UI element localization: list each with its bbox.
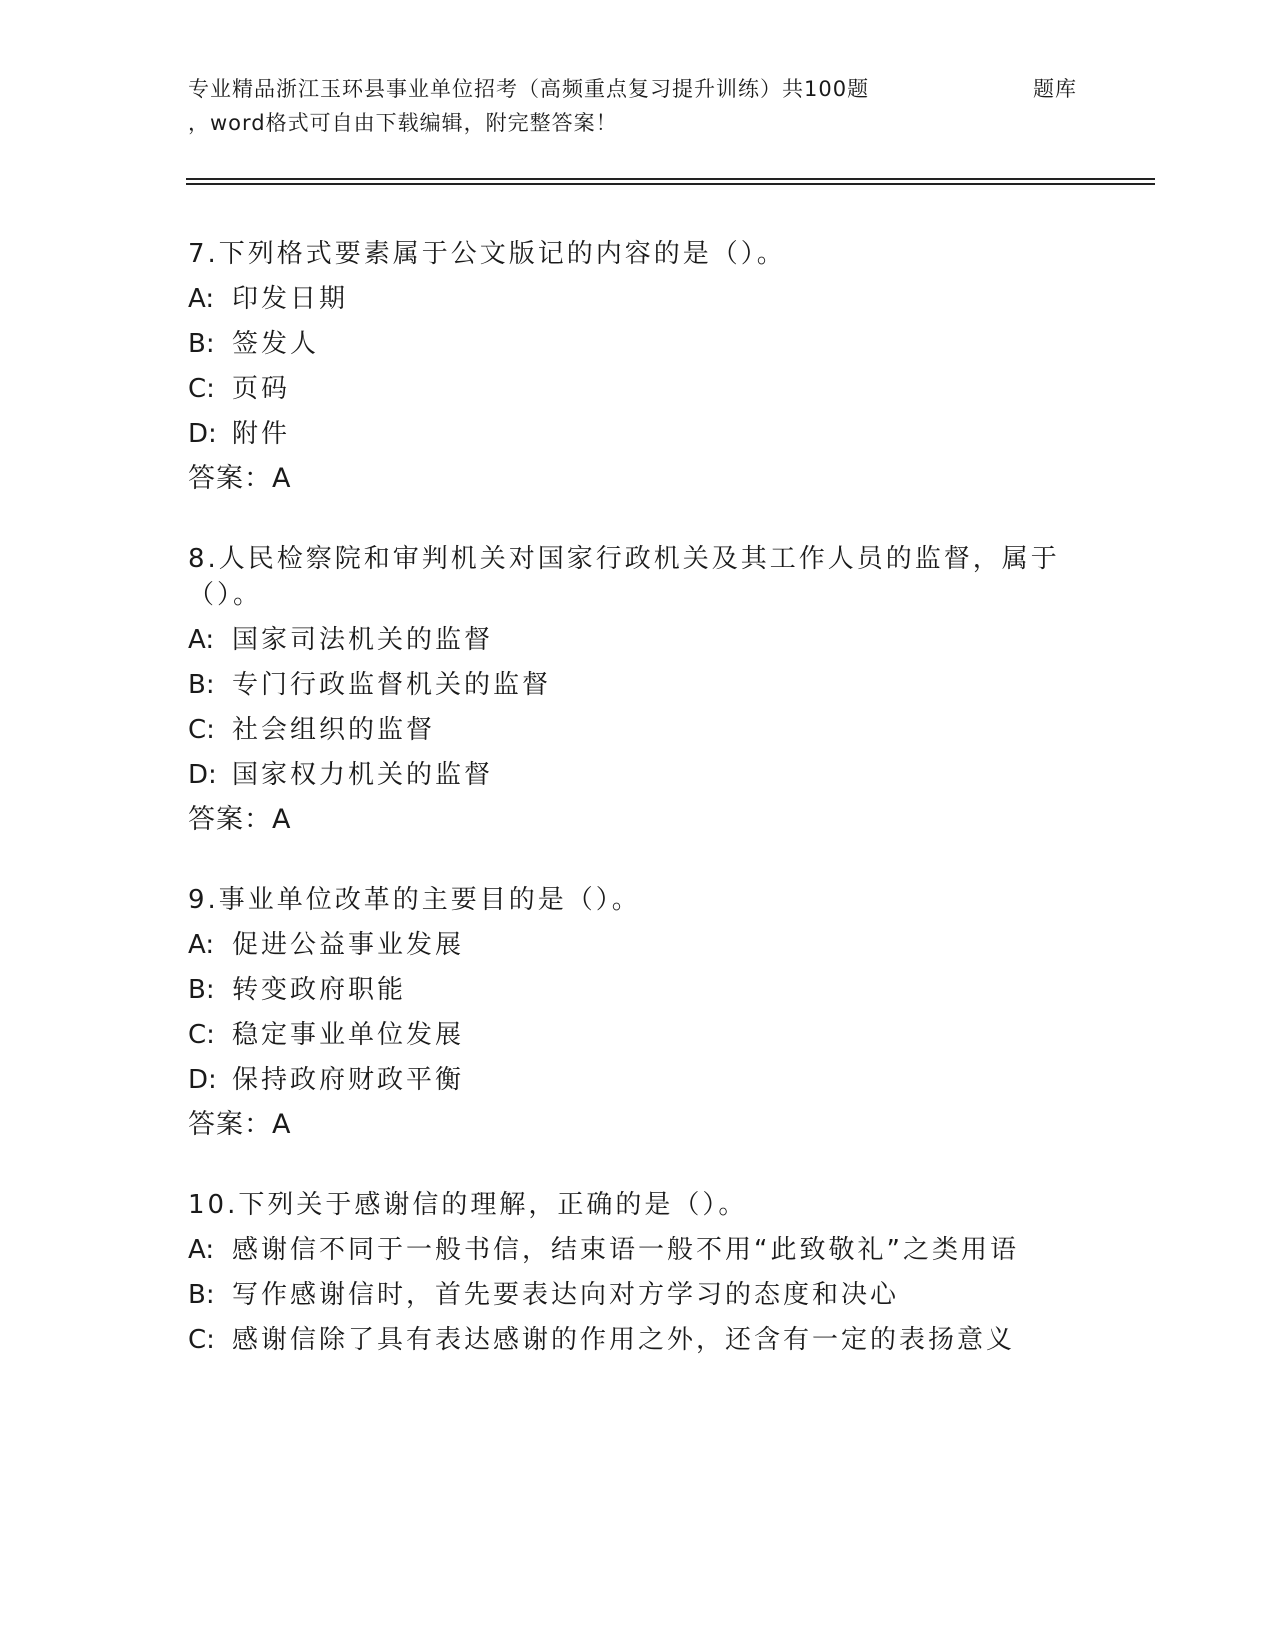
- document-header: [188, 72, 1088, 140]
- option-key: D:: [188, 419, 217, 449]
- option-text: 保持政府财政平衡: [232, 1065, 465, 1095]
- question-9: [188, 882, 1108, 1143]
- option-c: [188, 1322, 1108, 1358]
- option-text: 感谢信不同于一般书信，结束语一般不用“此致敬礼”之类用语: [232, 1235, 1019, 1265]
- option-text: 社会组织的监督: [232, 715, 436, 745]
- option-b: [188, 667, 1108, 703]
- option-key: C:: [188, 1325, 215, 1355]
- option-text: 稳定事业单位发展: [232, 1020, 465, 1050]
- option-key: A:: [188, 930, 215, 960]
- option-key: A:: [188, 284, 215, 314]
- option-a: [188, 1232, 1108, 1268]
- header-tag: 题库: [1033, 77, 1077, 101]
- option-key: B:: [188, 670, 215, 700]
- question-text: 8.人民检察院和审判机关对国家行政机关及其工作人员的监督，属于（）。: [188, 544, 1060, 610]
- option-text: 页码: [232, 374, 291, 404]
- option-key: B:: [188, 329, 215, 359]
- option-text: 签发人: [232, 329, 320, 359]
- header-divider-bottom: [186, 183, 1155, 185]
- question-text: 7.下列格式要素属于公文版记的内容的是（）。: [188, 239, 786, 269]
- option-text: 写作感谢信时，首先要表达向对方学习的态度和决心: [232, 1280, 900, 1310]
- header-subtitle: ，word格式可自由下载编辑，附完整答案！: [188, 111, 618, 135]
- option-text: 印发日期: [232, 284, 349, 314]
- option-c: [188, 712, 1108, 748]
- option-text: 国家司法机关的监督: [232, 625, 494, 655]
- answer-line: 答案：A: [188, 463, 292, 494]
- option-key: D:: [188, 1065, 217, 1095]
- option-d: [188, 416, 1108, 452]
- question-text: 10.下列关于感谢信的理解，正确的是（）。: [188, 1190, 748, 1220]
- header-title: 专业精品浙江玉环县事业单位招考（高频重点复习提升训练）共100题: [188, 77, 870, 101]
- option-a: [188, 622, 1108, 658]
- option-d: [188, 757, 1108, 793]
- option-key: C:: [188, 374, 215, 404]
- question-8: [188, 541, 1108, 838]
- option-a: [188, 281, 1108, 317]
- option-key: D:: [188, 760, 217, 790]
- option-text: 附件: [232, 419, 291, 449]
- option-c: [188, 1017, 1108, 1053]
- option-key: A:: [188, 625, 215, 655]
- option-key: B:: [188, 975, 215, 1005]
- option-text: 国家权力机关的监督: [232, 760, 494, 790]
- option-text: 促进公益事业发展: [232, 930, 465, 960]
- option-c: [188, 371, 1108, 407]
- option-b: [188, 1277, 1108, 1313]
- option-key: C:: [188, 715, 215, 745]
- question-10: [188, 1187, 1108, 1358]
- header-divider-top: [186, 178, 1155, 180]
- question-7: [188, 236, 1108, 497]
- option-b: [188, 972, 1108, 1008]
- answer-line: 答案：A: [188, 804, 292, 835]
- option-text: 感谢信除了具有表达感谢的作用之外，还含有一定的表扬意义: [232, 1325, 1016, 1355]
- answer-line: 答案：A: [188, 1109, 292, 1140]
- option-key: A:: [188, 1235, 215, 1265]
- option-text: 专门行政监督机关的监督: [232, 670, 552, 700]
- question-list: [188, 236, 1108, 1402]
- option-key: B:: [188, 1280, 215, 1310]
- option-text: 转变政府职能: [232, 975, 407, 1005]
- option-b: [188, 326, 1108, 362]
- question-text: 9.事业单位改革的主要目的是（）。: [188, 885, 641, 915]
- option-d: [188, 1062, 1108, 1098]
- option-key: C:: [188, 1020, 215, 1050]
- option-a: [188, 927, 1108, 963]
